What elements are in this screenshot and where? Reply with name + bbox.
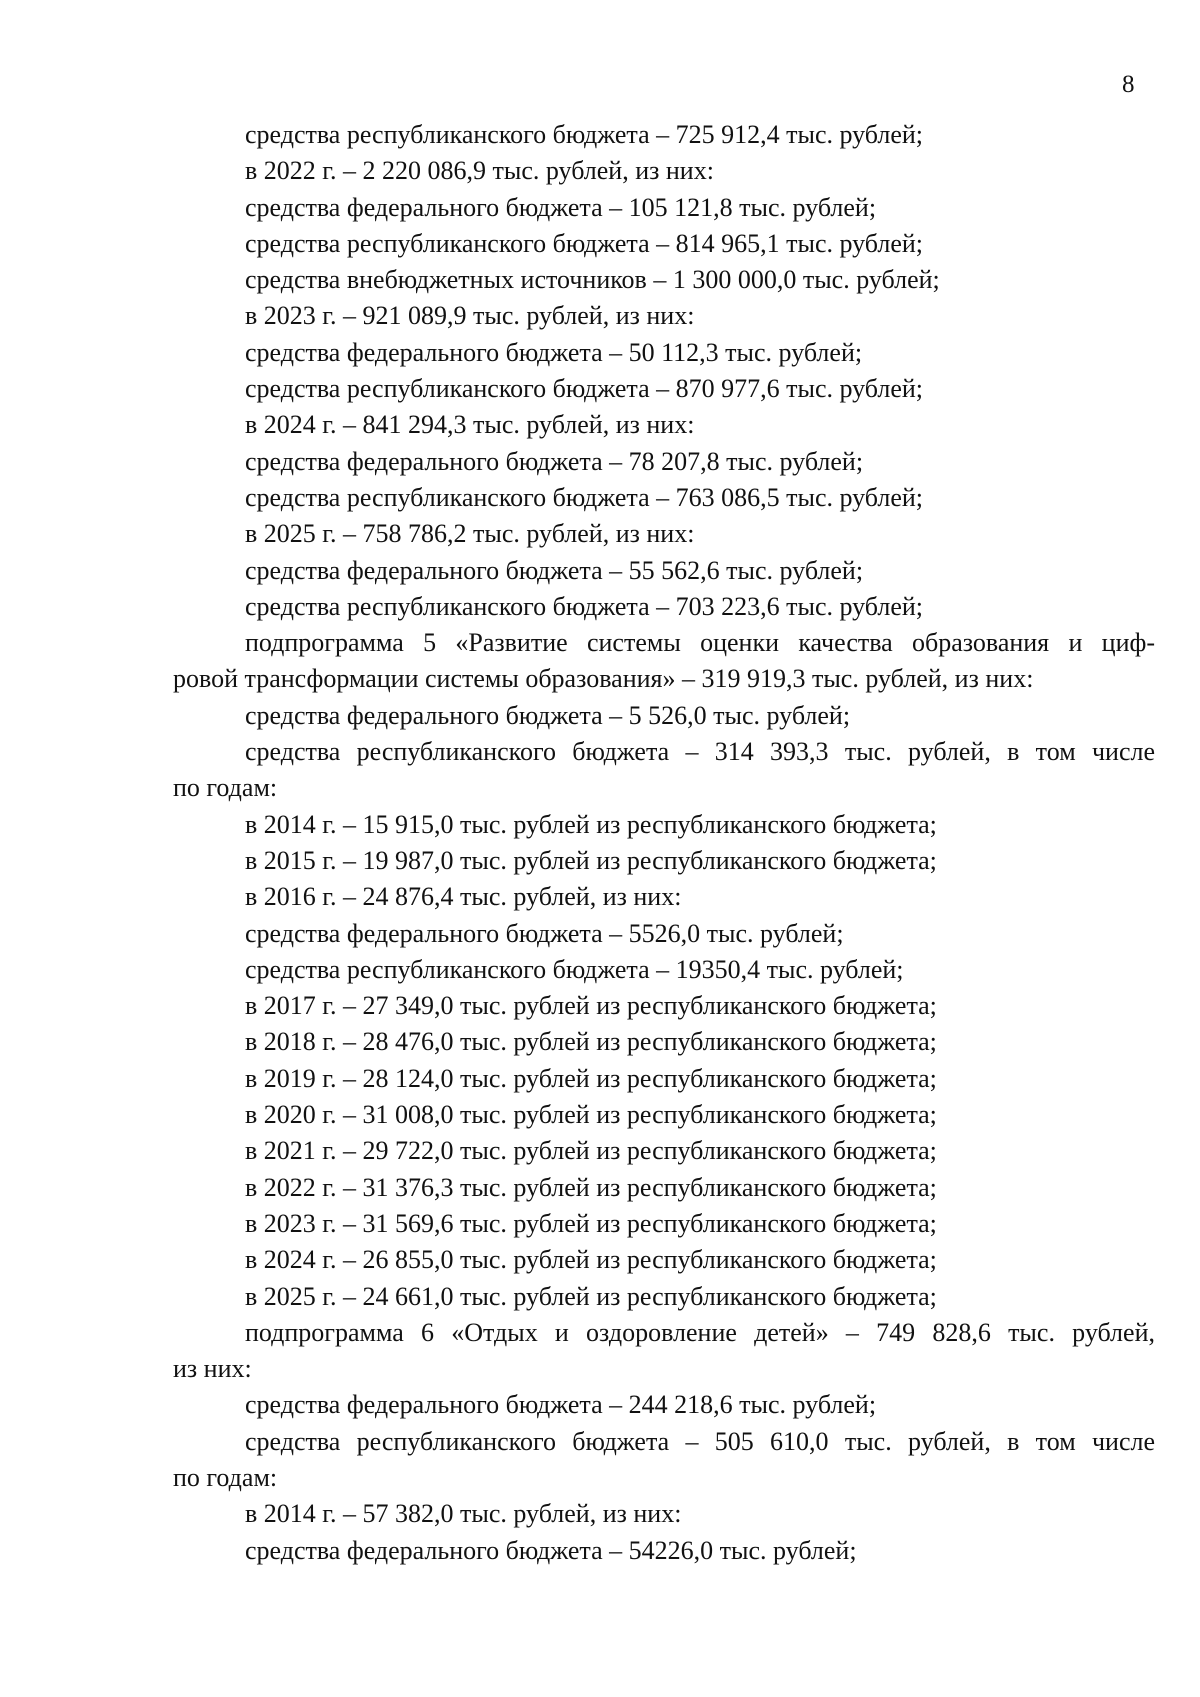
text-line: подпрограмма 5 «Развитие системы оценки качества образования и циф- (245, 628, 1155, 658)
text-line: средства республиканского бюджета – 19350,4 тыс. рублей; (245, 954, 904, 984)
text-line: в 2025 г. – 24 661,0 тыс. рублей из республиканского бюджета; (245, 1281, 937, 1311)
text-line: в 2019 г. – 28 124,0 тыс. рублей из республиканского бюджета; (245, 1063, 937, 1093)
text-line: в 2014 г. – 57 382,0 тыс. рублей, из них: (245, 1499, 682, 1529)
text-line: подпрограмма 6 «Отдых и оздоровление детей» – 749 828,6 тыс. рублей, (245, 1317, 1155, 1347)
text-line: в 2023 г. – 31 569,6 тыс. рублей из республиканского бюджета; (245, 1208, 937, 1238)
text-line: в 2024 г. – 26 855,0 тыс. рублей из республиканского бюджета; (245, 1245, 937, 1275)
text-line: в 2015 г. – 19 987,0 тыс. рублей из республиканского бюджета; (245, 845, 937, 875)
text-line: средства федерального бюджета – 50 112,3 тыс. рублей; (245, 337, 863, 367)
text-line: средства федерального бюджета – 5526,0 тыс. рублей; (245, 918, 844, 948)
text-line: в 2024 г. – 841 294,3 тыс. рублей, из них: (245, 410, 695, 440)
text-line: в 2016 г. – 24 876,4 тыс. рублей, из них: (245, 882, 682, 912)
text-line: в 2020 г. – 31 008,0 тыс. рублей из республиканского бюджета; (245, 1100, 937, 1130)
text-line: средства федерального бюджета – 105 121,8 тыс. рублей; (245, 192, 877, 222)
document-body (173, 117, 1155, 1569)
text-line: средства республиканского бюджета – 505 610,0 тыс. рублей, в том числе (245, 1426, 1155, 1456)
text-line: в 2022 г. – 2 220 086,9 тыс. рублей, из них: (245, 156, 714, 186)
text-line: в 2014 г. – 15 915,0 тыс. рублей из республиканского бюджета; (245, 809, 937, 839)
text-line: средства федерального бюджета – 244 218,6 тыс. рублей; (245, 1390, 877, 1420)
text-line: средства федерального бюджета – 55 562,6 тыс. рублей; (245, 555, 864, 585)
text-line: в 2021 г. – 29 722,0 тыс. рублей из республиканского бюджета; (245, 1136, 937, 1166)
text-line: из них: (173, 1354, 252, 1384)
text-line: средства республиканского бюджета – 814 965,1 тыс. рублей; (245, 228, 924, 258)
text-line: ровой трансформации системы образования» – 319 919,3 тыс. рублей, из них: (173, 664, 1034, 694)
text-line: средства республиканского бюджета – 725 912,4 тыс. рублей; (245, 120, 924, 149)
page-number: 8 (1122, 71, 1135, 98)
text-line: по годам: (173, 1462, 278, 1492)
text-line: по годам: (173, 773, 278, 803)
text-line: средства внебюджетных источников – 1 300 000,0 тыс. рублей; (245, 265, 940, 295)
text-line: средства республиканского бюджета – 314 393,3 тыс. рублей, в том числе (245, 737, 1155, 767)
text-line: средства республиканского бюджета – 703 223,6 тыс. рублей; (245, 591, 924, 621)
text-line: в 2022 г. – 31 376,3 тыс. рублей из республиканского бюджета; (245, 1172, 937, 1202)
text-line: в 2017 г. – 27 349,0 тыс. рублей из республиканского бюджета; (245, 991, 937, 1021)
text-line: средства федерального бюджета – 54226,0 тыс. рублей; (245, 1535, 857, 1565)
text-line: в 2025 г. – 758 786,2 тыс. рублей, из них: (245, 519, 695, 549)
text-line: средства федерального бюджета – 78 207,8 тыс. рублей; (245, 446, 864, 476)
text-line: средства республиканского бюджета – 870 977,6 тыс. рублей; (245, 374, 924, 404)
text-line: в 2023 г. – 921 089,9 тыс. рублей, из них: (245, 301, 695, 331)
text-line: в 2018 г. – 28 476,0 тыс. рублей из республиканского бюджета; (245, 1027, 937, 1057)
text-line: средства республиканского бюджета – 763 086,5 тыс. рублей; (245, 482, 924, 512)
text-line: средства федерального бюджета – 5 526,0 тыс. рублей; (245, 700, 851, 730)
